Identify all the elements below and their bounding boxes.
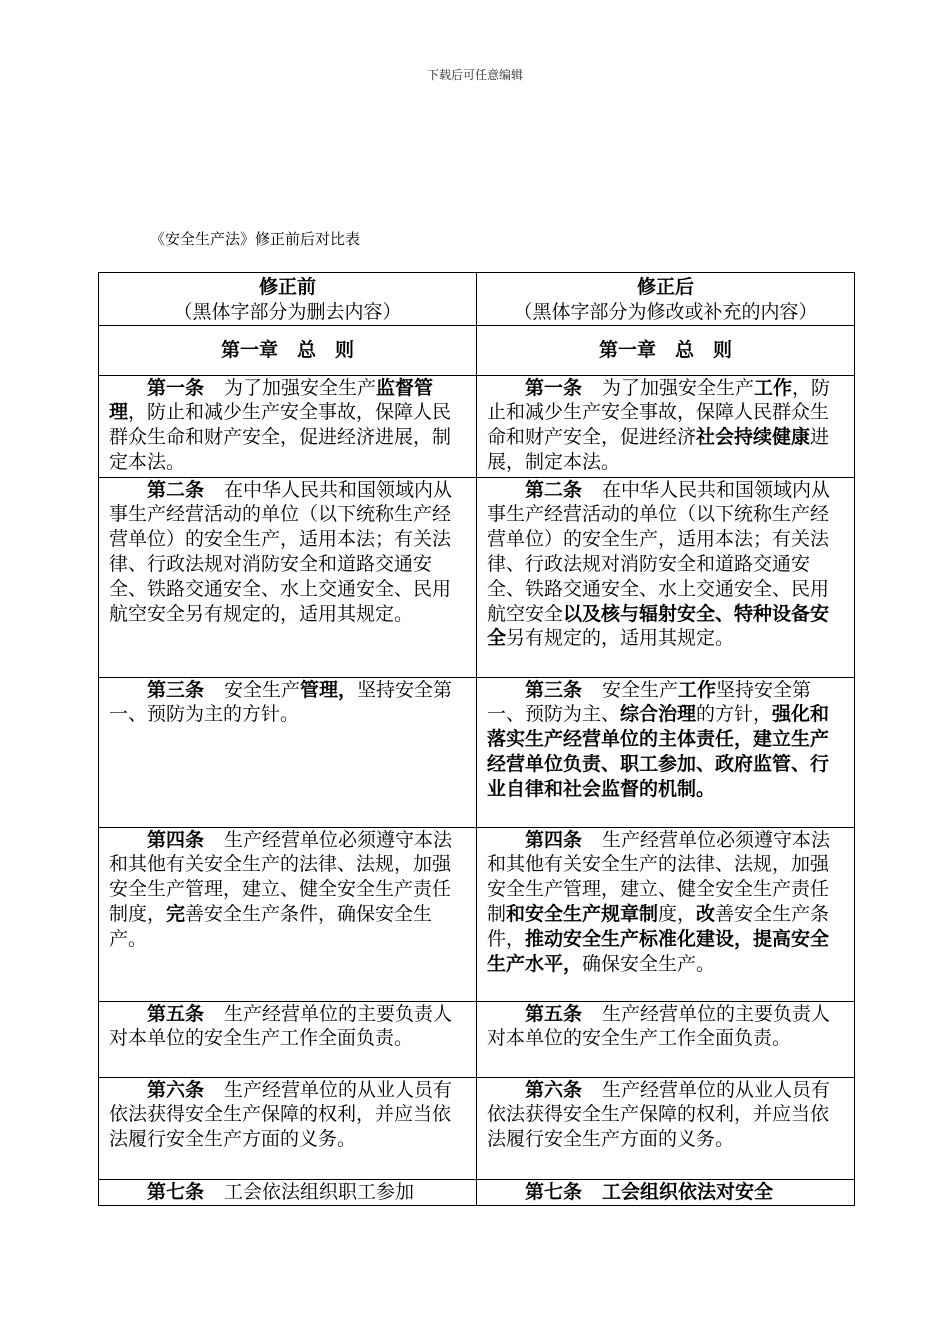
table-row <box>99 677 855 827</box>
article-before-cell <box>99 375 477 477</box>
article-before-cell <box>99 827 477 1001</box>
text-segment: 善安全生产条件， <box>487 902 830 950</box>
bold-text-segment: 监督管理 <box>109 376 434 424</box>
chapter-row <box>99 325 855 375</box>
text-segment: 安全生产 <box>602 678 679 701</box>
article-before-cell <box>99 1001 477 1077</box>
header-note: 下载后可任意编辑 <box>426 68 523 82</box>
article-after-cell <box>477 1001 855 1077</box>
bold-text-segment: 工作 <box>678 678 717 701</box>
article-number: 第七条 <box>147 1180 205 1203</box>
text-segment: 坚持安全第一、预防为主、 <box>487 678 812 726</box>
bold-text-segment: 以及核与辐射安全、特种设备安全 <box>487 602 830 650</box>
before-column-header <box>99 273 477 326</box>
text-segment: 工会依法组织职工参加 <box>224 1180 415 1203</box>
bold-text-segment: 社会持续健康 <box>696 426 811 449</box>
text-segment: 进展，制定本法。 <box>487 426 830 473</box>
after-column-header <box>477 273 855 326</box>
article-number: 第二条 <box>525 478 583 501</box>
text-segment: 在中华人民共和国领域内从事生产经营活动的单位（以下统称生产经营单位）的安全生产，适用本法；有关法律、行政法规对消防安全和道路交通安全、铁路交通安全、水上交通安全、民用航空安全另有规定的，适用其规定。 <box>109 478 453 625</box>
article-number: 第四条 <box>525 828 583 851</box>
after-heading: 修正后 <box>636 276 694 298</box>
text-segment: 善安全生产条件，确保安全生产。 <box>109 902 433 950</box>
text-segment: 为了加强安全生产 <box>224 376 377 399</box>
article-after-cell <box>477 477 855 677</box>
article-number: 第二条 <box>147 478 205 501</box>
bold-text-segment: 改 <box>696 902 716 925</box>
comparison-table <box>98 272 855 1206</box>
article-number: 第一条 <box>147 376 205 399</box>
text-segment: 度， <box>658 902 697 925</box>
chapter-before: 第一章 总 则 <box>99 325 477 375</box>
article-after-cell <box>477 827 855 1001</box>
article-before-cell <box>99 1179 477 1205</box>
text-segment: ，防止和减少生产安全事故，保障人民群众生命和财产安全，促进经济进展，制定本法。 <box>109 401 452 473</box>
table-header-row <box>99 273 855 326</box>
table-row <box>99 1001 855 1077</box>
table-row <box>99 827 855 1001</box>
bold-text-segment: 强化和落实生产经营单位的主体责任，建立生产经营单位负责、职工参加、政府监管、行业自律和社会监督的机制。 <box>487 703 830 800</box>
bold-text-segment: 和安全生产规章制 <box>506 902 659 925</box>
article-after-cell <box>477 375 855 477</box>
article-before-cell <box>99 477 477 677</box>
text-segment: 生产经营单位的主要负责人对本单位的安全生产工作全面负责。 <box>487 1002 831 1050</box>
text-segment: 安全生产 <box>224 678 301 701</box>
article-number: 第三条 <box>525 678 583 701</box>
article-number: 第五条 <box>525 1002 583 1025</box>
after-note: （黑体字部分为修改或补充的内容） <box>513 300 818 323</box>
before-heading: 修正前 <box>258 276 316 298</box>
table-row <box>99 1077 855 1179</box>
article-before-cell <box>99 677 477 827</box>
document-title: 《安全生产法》修正前后对比表 <box>150 230 361 248</box>
text-segment: 坚持安全第一、预防为主的方针。 <box>109 678 453 726</box>
bold-text-segment: 完 <box>166 902 186 925</box>
text-segment: 生产经营单位的主要负责人对本单位的安全生产工作全面负责。 <box>109 1002 453 1050</box>
text-segment: 确保安全生产。 <box>582 952 716 975</box>
chapter-after: 第一章 总 则 <box>477 325 855 375</box>
text-segment: ，防止和减少生产安全事故，保障人民群众生命和财产安全，促进经济 <box>487 376 831 449</box>
bold-text-segment: 推动安全生产标准化建设，提高安全生产水平， <box>487 927 830 975</box>
bold-text-segment: 工作 <box>754 376 793 399</box>
article-after-cell <box>477 677 855 827</box>
table-row <box>99 375 855 477</box>
article-number: 第六条 <box>525 1078 583 1101</box>
bold-text-segment: 工会组织依法对安全 <box>602 1180 774 1203</box>
text-segment: 为了加强安全生产 <box>602 376 755 399</box>
text-segment: 生产经营单位必须遵守本法和其他有关安全生产的法律、法规，加强安全生产管理，建立、健全安全生产责任制度， <box>109 828 453 925</box>
text-segment: 另有规定的，适用其规定。 <box>506 627 735 650</box>
article-number: 第四条 <box>147 828 205 851</box>
bold-text-segment: 综合治理 <box>620 703 697 726</box>
text-segment: 生产经营单位的从业人员有依法获得安全生产保障的权利，并应当依法履行安全生产方面的义务。 <box>487 1078 831 1151</box>
table-row <box>99 1179 855 1205</box>
table-row <box>99 477 855 677</box>
bold-text-segment: 管理， <box>300 678 358 701</box>
text-segment: 生产经营单位的从业人员有依法获得安全生产保障的权利，并应当依法履行安全生产方面的义务。 <box>109 1078 453 1151</box>
text-segment: 的方针， <box>696 703 773 726</box>
text-segment: 在中华人民共和国领域内从事生产经营活动的单位（以下统称生产经营单位）的安全生产，适用本法；有关法律、行政法规对消防安全和道路交通安全、铁路交通安全、水上交通安全、民用航空安全 <box>487 478 831 625</box>
article-number: 第七条 <box>525 1180 583 1203</box>
article-number: 第三条 <box>147 678 205 701</box>
article-number: 第六条 <box>147 1078 205 1101</box>
article-number: 第一条 <box>525 376 583 399</box>
article-after-cell <box>477 1179 855 1205</box>
text-segment: 生产经营单位必须遵守本法和其他有关安全生产的法律、法规，加强安全生产管理，建立、健全安全生产责任制 <box>487 828 831 925</box>
article-after-cell <box>477 1077 855 1179</box>
before-note: （黑体字部分为删去内容） <box>173 300 402 323</box>
article-number: 第五条 <box>147 1002 205 1025</box>
article-before-cell <box>99 1077 477 1179</box>
